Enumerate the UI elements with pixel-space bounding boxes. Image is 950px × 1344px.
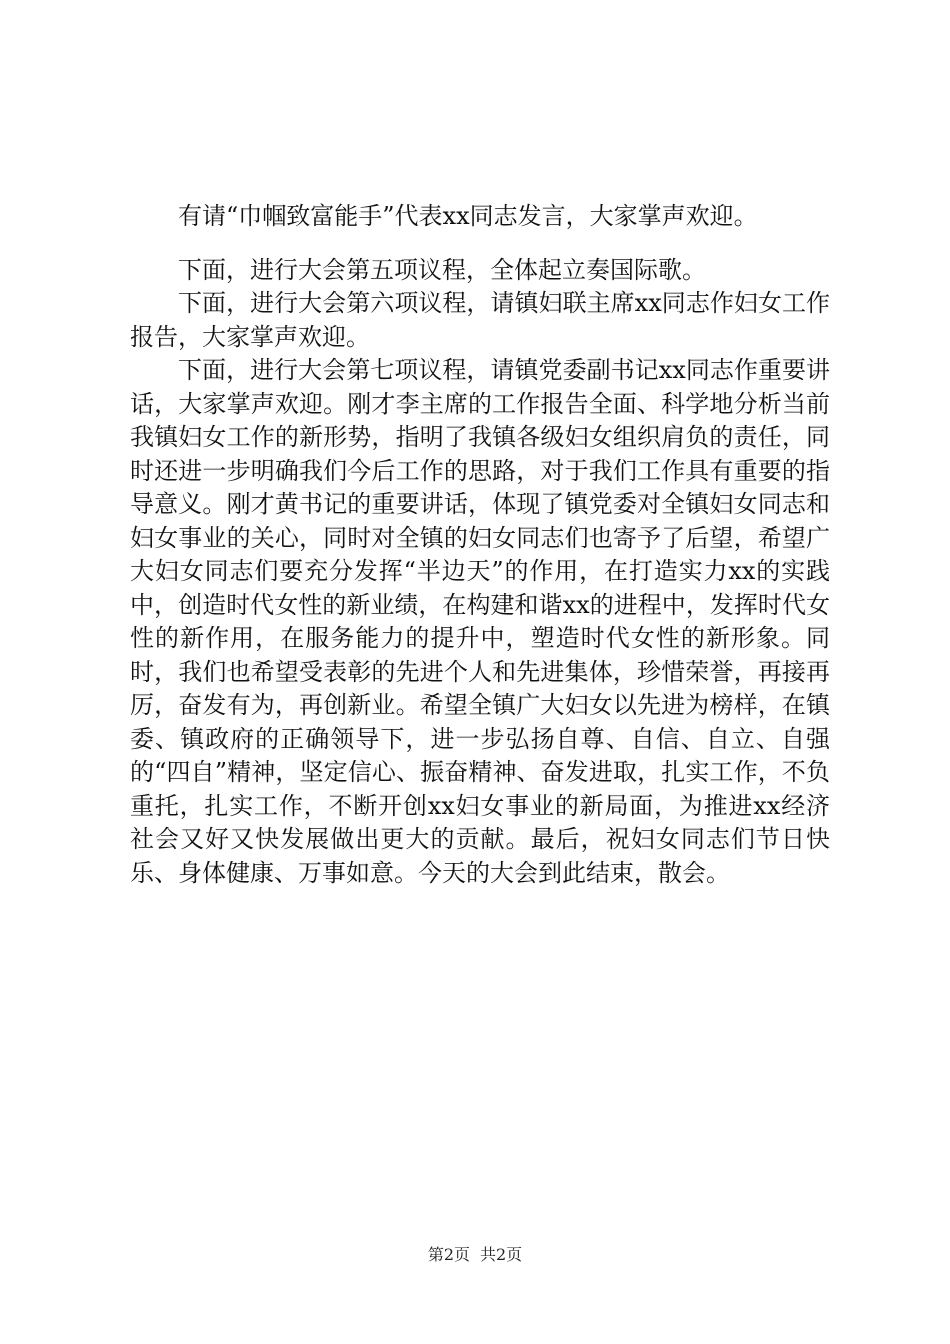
paragraph-agenda-six: 下面，进行大会第六项议程，请镇妇联主席xx同志作妇女工作报告，大家掌声欢迎。 xyxy=(130,289,830,351)
page-number: 第2页 xyxy=(427,1245,470,1264)
paragraph-agenda-five: 下面，进行大会第五项议程，全体起立奏国际歌。 xyxy=(178,255,706,284)
page-total: 共2页 xyxy=(480,1245,523,1264)
page-footer xyxy=(0,1244,950,1266)
document-body xyxy=(130,200,830,890)
paragraph-agenda-seven: 下面，进行大会第七项议程，请镇党委副书记xx同志作重要讲话，大家掌声欢迎。刚才李主席的工作报告全面、科学地分析当前我镇妇女工作的新形势，指明了我镇各级妇女组织肩负的责任，同时还进一步明确我们今后工作的思路，对于我们工作具有重要的指导意义。刚才黄书记的重要讲话，体现了镇党委对全镇妇女同志和妇女事业的关心，同时对全镇的妇女同志们也寄予了后望，希望广大妇女同志们要充分发挥“半边天”的作用，在打造实力xx的实践中，创造时代女性的新业绩，在构建和谐xx的进程中，发挥时代女性的新作用，在服务能力的提升中，塑造时代女性的新形象。同时，我们也希望受表彰的先进个人和先进集体，珍惜荣誉，再接再厉，奋发有为，再创新业。希望全镇广大妇女以先进为榜样，在镇委、镇政府的正确领导下，进一步弘扬自尊、自信、自立、自强的“四自”精神，坚定信心、振奋精神、奋发进取，扎实工作，不负重托，扎实工作，不断开创xx妇女事业的新局面，为推进xx经济社会又好又快发展做出更大的贡献。最后，祝妇女同志们节日快乐、身体健康、万事如意。今天的大会到此结束，散会。 xyxy=(130,356,830,887)
paragraph-invite-speaker: 有请“巾帼致富能手”代表xx同志发言，大家掌声欢迎。 xyxy=(178,202,758,230)
